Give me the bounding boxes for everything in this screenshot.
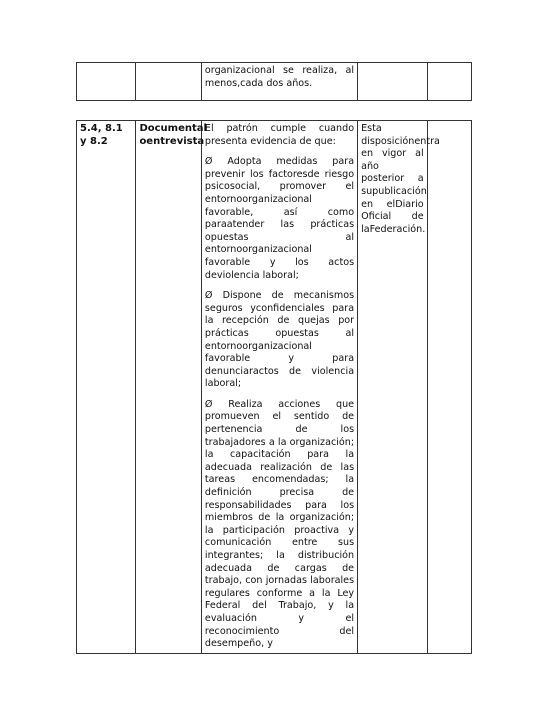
table-cell — [427, 63, 471, 101]
table-cell — [358, 63, 428, 101]
criteria-cell — [201, 121, 357, 654]
table-cell — [77, 63, 136, 101]
criteria-item: Ø Realiza acciones que promueven el sentido de pertenencia de los trabajadores a la organización; la capacitación para la adecuada realización de las tareas encomendadas; la definición precisa de responsabilidades para los miembros de la organización; la participación proactiva y comunicación entre sus integrantes; la distribución adecuada de cargas de trabajo, con jornadas laborales regulares conforme a la Ley Federal del Trabajo, y la evaluación y el reconocimiento del desempeño, y — [204, 398, 355, 650]
criteria-intro: El patrón cumple cuando presenta evidencia de que: — [204, 123, 355, 147]
note-cell: Esta disposiciónentra en vigor al año posterior a supublicación en elDiario Oficial de laFederación. — [358, 121, 428, 654]
numeral-cell: 5.4, 8.1 y 8.2 — [77, 121, 136, 654]
criteria-item: Ø Adopta medidas para prevenir los factoresde riesgo psicosocial, promover el entornoorganizacional favorable, así como paraatender las prácticas opuestas al entornoorganizacional favorable y los actos deviolencia laboral; — [204, 156, 355, 281]
method-cell: Documental oentrevista — [136, 121, 201, 654]
requirements-table — [76, 120, 472, 654]
criteria-item: Ø Dispone de mecanismos seguros yconfidenciales para la recepción de quejas por prácticas opuestas al entornoorganizacional favorable y para denunciaractos de violencia laboral; — [204, 290, 355, 390]
table-row — [77, 121, 472, 654]
table-cell — [427, 121, 471, 654]
table-cell — [136, 63, 201, 101]
continuation-table — [76, 62, 472, 101]
criteria-cell: organizacional se realiza, al menos,cada dos años. — [201, 63, 357, 101]
table-row — [77, 63, 472, 101]
